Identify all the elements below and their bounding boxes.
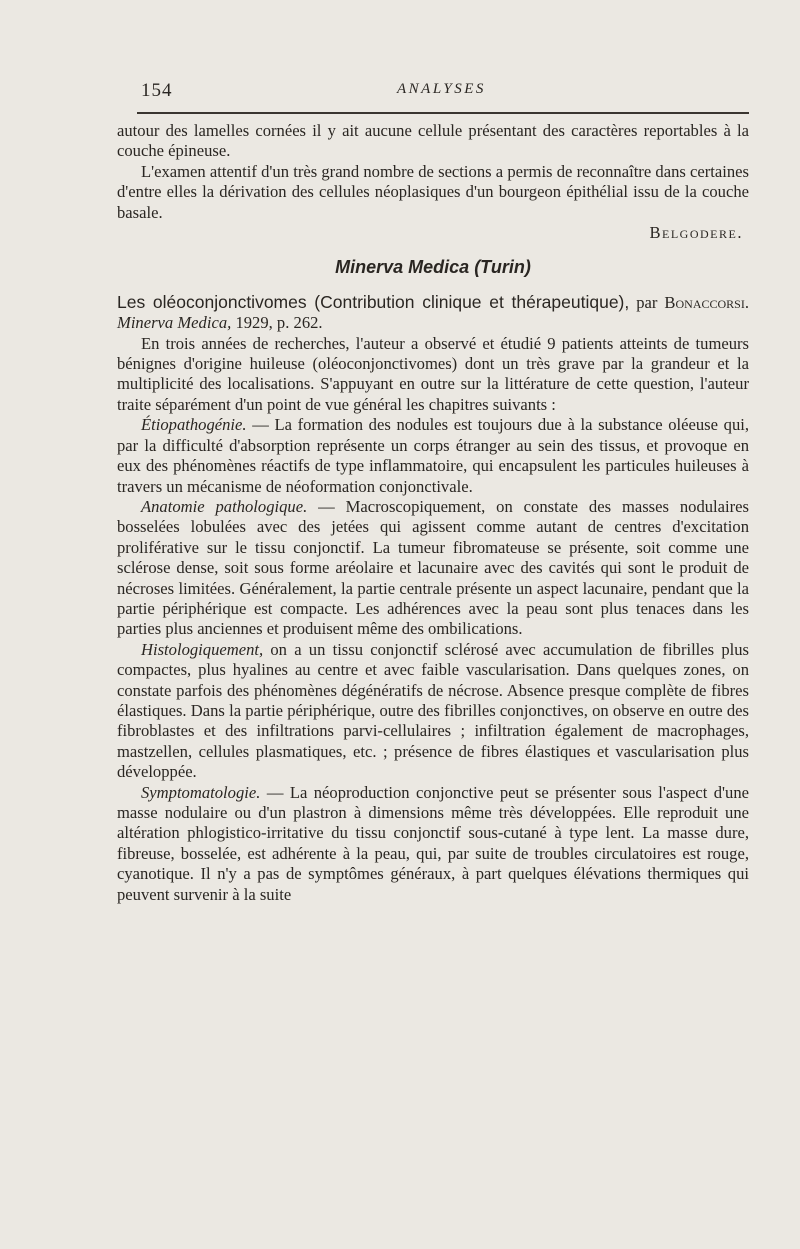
- section-heading: Anatomie pathologique.: [141, 496, 308, 516]
- article-author: Bonaccorsi.: [664, 292, 749, 312]
- section-text: on a un tissu conjonctif sclérosé avec accumulation de fibrilles plus compactes, plus hyalines au centre et avec faible vascularisation. Dans quelques zones, on constate parfois des phénomènes dégénératifs de nécrose. Absence presque complète de fibres élastiques. Dans la partie périphérique, outre des fibrilles conjonctives, on observe en outre des fibroblastes et des infiltrations parvi-cellulaires ; infiltration également de macrophages, mastzellen, cellules plasmatiques, etc. ; présence de fibres élastiques et vascularisation plus développée.: [117, 639, 750, 782]
- page-body: [117, 121, 749, 905]
- article-by: par: [636, 292, 658, 312]
- reviewer-signature: Belgodere.: [649, 223, 743, 243]
- section-heading: Histologiquement,: [141, 639, 264, 659]
- article-reference: [117, 292, 749, 334]
- page-header: [117, 78, 749, 104]
- article-title: Les oléoconjonctivomes (Contribution clinique et thérapeutique),: [117, 291, 630, 312]
- section-heading: Étiopathogénie.: [141, 415, 247, 435]
- running-title: ANALYSES: [397, 81, 486, 97]
- section-text: — Macroscopiquement, on constate des masses nodulaires bosselées lobulées avec des jetées qui agissent comme autant de centres d'excitation proliférative sur le tissu conjonctif. La tumeur fibromateuse se présente, soit comme une sclérose dense, soit sous forme aréolaire et lacunaire avec des cavités qui sont le produit de nécroses limitées. Généralement, la partie centrale présente un aspect lacunaire, pendant que la partie périphérique est compacte. Les adhérences avec la peau sont plus tenaces dans les parties plus anciennes et produisent même des ombilications.: [117, 496, 749, 639]
- header-rule: [137, 112, 749, 114]
- previous-review-paragraph-end: autour des lamelles cornées il y ait aucune cellule présentant des caractères reportables à la couche épineuse.: [117, 121, 749, 161]
- section-histologie: [117, 640, 749, 783]
- section-heading: Symptomatologie.: [141, 782, 261, 802]
- section-symptomatologie: [117, 783, 749, 905]
- article-intro: En trois années de recherches, l'auteur a observé et étudié 9 patients atteints de tumeurs bénignes d'origine huileuse (oléoconjonctivomes) dont un très grave par la grandeur et la multiplicité des localisations. S'appuyant en outre sur la littérature de cette question, l'auteur traite séparément d'un point de vue général les chapitres suivants :: [117, 333, 749, 414]
- article-journal: Minerva Medica,: [117, 313, 232, 333]
- section-etiopathogenie: [117, 415, 749, 497]
- section-anatomie-pathologique: [117, 497, 749, 640]
- section-text: — La formation des nodules est toujours due à la substance oléeuse qui, par la difficulté d'absorption représente un corps étranger au sein des tissus, et provoque en eux des phénomènes réactifs de type inflammatoire, qui encapsulent les particules huileuses à travers un mécanisme de néoformation conjonctivale.: [117, 415, 749, 496]
- page-number: 154: [141, 80, 173, 101]
- previous-review-paragraph: L'examen attentif d'un très grand nombre de sections a permis de reconnaître dans certaines d'entre elles la dérivation des cellules néoplasiques d'un bourgeon épithélial issu de la couche basale.: [117, 161, 749, 222]
- section-text: — La néoproduction conjonctive peut se présenter sous l'aspect d'une masse nodulaire ou d'un plastron à dimensions même très développées. Elle reproduit une altération phlogistico-irritative du tissu conjonctif sous-cutané à type lent. La masse dure, fibreuse, bosselée, est adhérente à la peau, qui, par suite de troubles circulatoires est rouge, cyanotique. Il n'y a pas de symptômes généraux, à part quelques élévations thermiques qui peuvent survenir à la suite: [117, 782, 749, 904]
- article-citation: 1929, p. 262.: [235, 313, 323, 333]
- journal-heading: Minerva Medica (Turin): [335, 257, 531, 278]
